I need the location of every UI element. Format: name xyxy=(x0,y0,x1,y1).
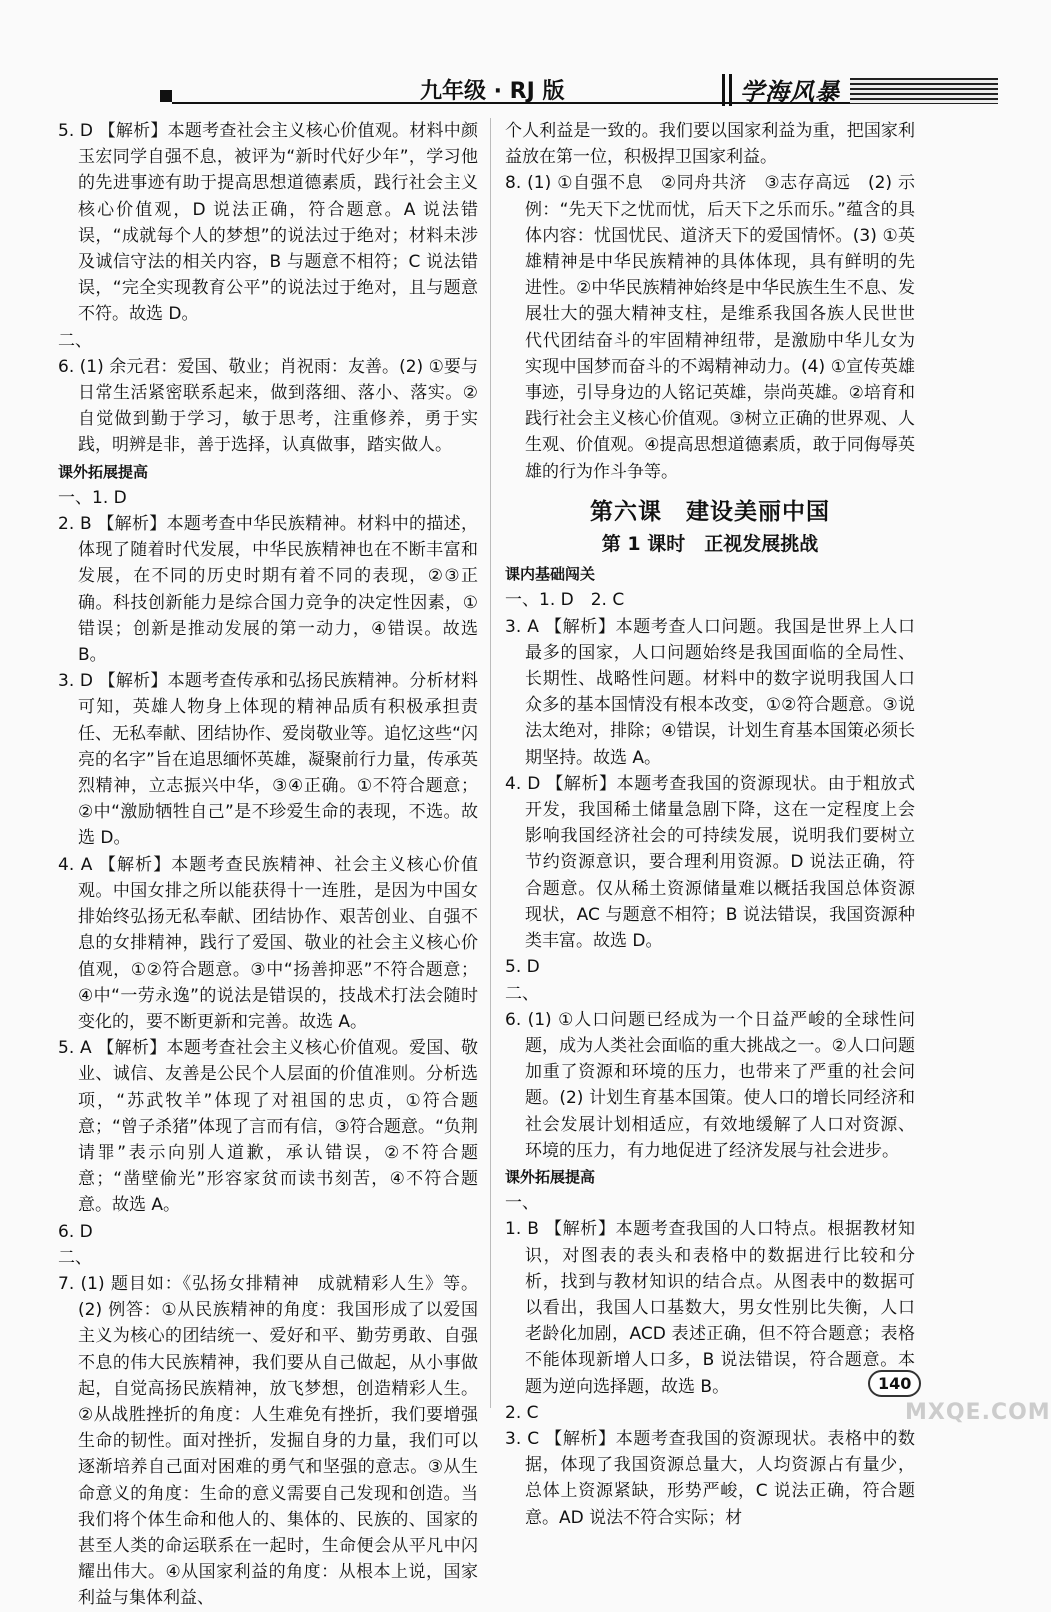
answer-paragraph: 2. B 【解析】本题考查中华民族精神。材料中的描述，体现了随着时代发展，中华民族精神也在不断丰富和发展，在不同的历史时期有着不同的表现，②③正确。科技创新能力是综合国力竞争的决定性因素，①错误；创新是推动发展的第一动力，④错误。故选 B。 xyxy=(58,514,478,666)
answer-paragraph: 4. D 【解析】本题考查我国的资源现状。由于粗放式开发，我国稀土储量急剧下降，这在一定程度上会影响我国经济社会的可持续发展，说明我们要树立节约资源意识，要合理利用资源。D 说法正确，符合题意。仅从稀土资源储量难以概括我国总体资源现状，AC 与题意不相符；B 说法错误，我国资源种类丰富。故选 D。 xyxy=(505,773,915,952)
answer-paragraph: 8. (1) ①自强不息 ②同舟共济 ③志存高远 (2) 示例：“先天下之忧而忧，后天下之乐而乐。”蕴含的具体内容：忧国忧民、道济天下的爱国情怀。(3) ①英雄精神是中华民族精神的具体体现，具有鲜明的先进性。②中华民族精神始终是中华民族生生不息、发展壮大的强大精神支柱，是维系我国各族人民世世代代团结奋斗的牢固精神纽带，是激励中华儿女为实现中国梦而奋斗的不竭精神动力。(4) ①宣传英雄事迹，引导身边的人铭记英雄，崇尚英雄。②培育和践行社会主义核心价值观。③树立正确的世界观、人生观、价值观。④提高思想道德素质，敢于同侮辱英雄的行为作斗争等。 xyxy=(505,173,915,482)
answer-paragraph: 5. A 【解析】本题考查社会主义核心价值观。爱国、敬业、诚信、友善是公民个人层面的价值准则。分析选项，“苏武牧羊”体现了对祖国的忠贞，①符合题意；“曾子杀猪”体现了言而有信，③符合题意。“负荆请罪”表示向别人道歉，承认错误，②不符合题意；“凿壁偷光”形容家贫而读书刻苦，④不符合题意。故选 A。 xyxy=(58,1038,478,1216)
answer-paragraph: 二、 xyxy=(58,1247,92,1268)
answer-paragraph: 个人利益是一致的。我们要以国家利益为重，把国家利益放在第一位，积极捍卫国家利益。 xyxy=(505,121,915,168)
header-stripes xyxy=(850,78,998,104)
answer-paragraph: 课外拓展提高 xyxy=(505,1167,596,1186)
answer-paragraph: 6. D xyxy=(58,1221,93,1242)
answer-paragraph: 一、 xyxy=(505,1193,539,1214)
right-column xyxy=(505,118,915,1531)
answer-paragraph: 3. A 【解析】本题考查人口问题。我国是世界上人口最多的国家，人口问题始终是我国面临的全局性、长期性、战略性问题。材料中的数字说明我国人口众多的基本国情没有根本改变，①②符合题意。③说法太绝对，排除；④错误，计划生育基本国策必须长期坚持。故选 A。 xyxy=(505,616,915,768)
answer-paragraph: 课内基础闯关 xyxy=(505,565,596,584)
answer-paragraph: 7. (1) 题目如：《弘扬女排精神 成就精彩人生》等。(2) 例答：①从民族精神的角度：我国形成了以爱国主义为核心的团结统一、爱好和平、勤劳勇敢、自强不息的伟大民族精神，我们要从自己做起，从小事做起，自觉高扬民族精神，放飞梦想，创造精彩人生。②从战胜挫折的角度：人生难免有挫折，我们要增强生命的韧性。面对挫折，发掘自身的力量，我们可以逐渐培养自己面对困难的勇气和坚强的意志。③从生命意义的角度：生命的意义需要自己发现和创造。当我们将个体生命和他人的、集体的、民族的、国家的甚至人类的命运联系在一起时，生命便会从平凡中闪耀出伟大。④从国家利益的角度：从根本上说，国家利益与集体利益、 xyxy=(58,1273,478,1609)
answer-paragraph: 5. D xyxy=(505,957,540,978)
answer-paragraph: 二、 xyxy=(505,983,539,1004)
left-column xyxy=(58,118,478,1612)
header-bars xyxy=(722,74,732,106)
header-brand: 学海风暴 xyxy=(740,78,840,106)
lesson-title: 第六课 建设美丽中国 xyxy=(590,498,830,525)
header-title: 九年级 · RJ 版 xyxy=(420,79,565,104)
answer-paragraph: 二、 xyxy=(58,330,92,351)
answer-paragraph: 5. D 【解析】本题考查社会主义核心价值观。材料中颜玉宏同学自强不息，被评为“新时代好少年”，学习他的先进事迹有助于提高思想道德素质，践行社会主义核心价值观，D 说法正确，符合题意。A 说法错误，“成就每个人的梦想”的说法过于绝对；材料未涉及诚信守法的相关内容，B 与题意不相符；C 说法错误，“完全实现教育公平”的说法过于绝对，且与题意不符。故选 D。 xyxy=(58,121,478,325)
period-title: 第 1 课时 正视发展挑战 xyxy=(601,533,819,556)
answer-paragraph: 2. C xyxy=(505,1402,539,1423)
answer-paragraph: 6. (1) 余元君：爱国、敬业；肖祝雨：友善。(2) ①要与日常生活紧密联系起来，做到落细、落小、落实。②自觉做到勤于学习，敏于思考，注重修养，勇于实践，明辨是非，善于选择，认真做事，踏实做人。 xyxy=(58,356,478,456)
header-square-mark xyxy=(160,90,172,102)
watermark: MXQE.COM xyxy=(905,1400,1051,1425)
answer-paragraph: 课外拓展提高 xyxy=(58,462,149,481)
answer-paragraph: 一、1. D xyxy=(58,487,127,508)
page-header xyxy=(150,74,998,106)
answer-paragraph: 1. B 【解析】本题考查我国的人口特点。根据教材知识，对图表的表头和表格中的数据进行比较和分析，找到与教材知识的结合点。从图表中的数据可以看出，我国人口基数大，男女性别比失衡，人口老龄化加剧，ACD 表述正确，但不符合题意；表格不能体现新增人口多，B 说法错误，符合题意。本题为逆向选择题，故选 B。 xyxy=(505,1219,915,1397)
answer-paragraph: 4. A 【解析】本题考查民族精神、社会主义核心价值观。中国女排之所以能获得十一连胜，是因为中国女排始终弘扬无私奉献、团结协作、艰苦创业、自强不息的女排精神，践行了爱国、敬业的社会主义核心价值观，①②符合题意。③中“扬善抑恶”不符合题意；④中“一劳永逸”的说法是错误的，技战术打法会随时变化的，要不断更新和完善。故选 A。 xyxy=(58,854,478,1032)
right-column-top xyxy=(505,118,915,485)
answer-paragraph: 一、1. D 2. C xyxy=(505,590,625,611)
answer-paragraph: 6. (1) ①人口问题已经成为一个日益严峻的全球性问题，成为人类社会面临的重大挑战之一。②人口问题加重了资源和环境的压力，也带来了严重的社会问题。(2) 计划生育基本国策。使人口的增长同经济和社会发展计划相适应，有效地缓解了人口对资源、环境的压力，有力地促进了经济发展与社会进步。 xyxy=(505,1009,915,1161)
page-number: 140 xyxy=(868,1370,921,1397)
answer-paragraph: 3. D 【解析】本题考查传承和弘扬民族精神。分析材料可知，英雄人物身上体现的精神品质有积极承担责任、无私奉献、团结协作、爱岗敬业等。追忆这些“闪亮的名字”旨在追思缅怀英雄，凝聚前行力量，传承英烈精神，立志振兴中华，③④正确。①不符合题意；②中“激励牺牲自己”是不珍爱生命的表现，不选。故选 D。 xyxy=(58,671,478,849)
answer-paragraph: 3. C 【解析】本题考查我国的资源现状。表格中的数据，体现了我国资源总量大，人均资源占有量少，总体上资源紧缺，形势严峻，C 说法正确，符合题意。AD 说法不符合实际；材 xyxy=(505,1428,915,1528)
column-divider xyxy=(490,118,491,1408)
right-column-bottom xyxy=(505,561,915,1531)
